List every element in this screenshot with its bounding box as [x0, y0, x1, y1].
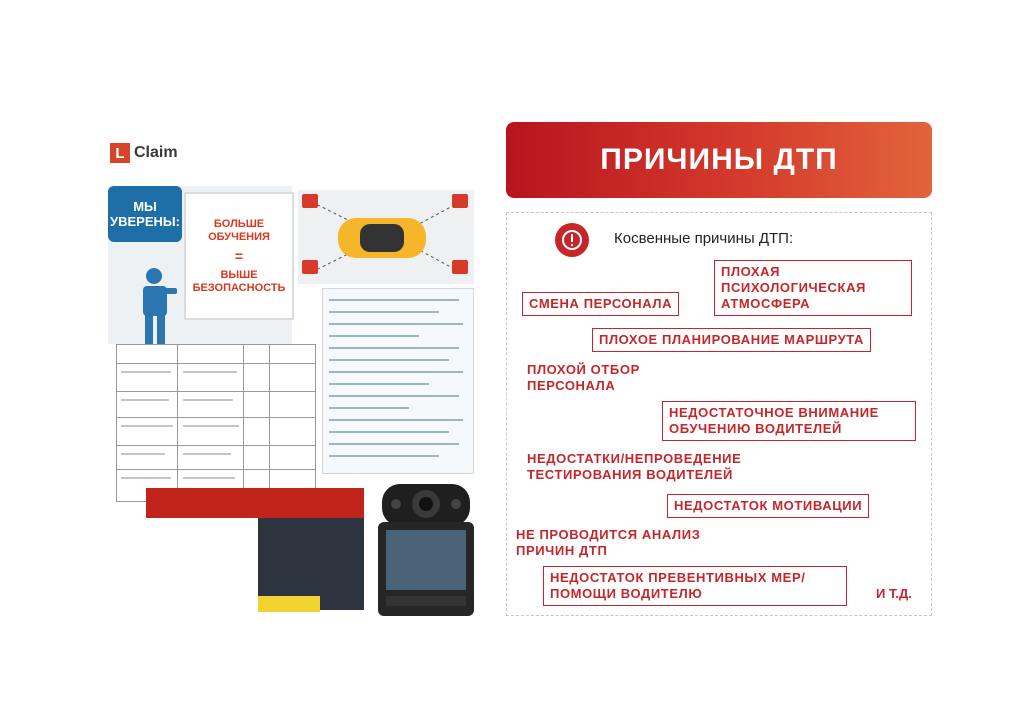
cause-lack-prevention: НЕДОСТАТОК ПРЕВЕНТИВНЫХ МЕР/ ПОМОЩИ ВОДИТЕЛЮ: [543, 566, 847, 606]
cause-bad-selection: ПЛОХОЙ ОТБОР ПЕРСОНАЛА: [527, 362, 640, 393]
etc-label: И Т.Д.: [876, 586, 912, 601]
training-table-document: [116, 344, 316, 502]
cause-lack-motivation: НЕДОСТАТОК МОТИВАЦИИ: [667, 494, 869, 518]
red-document-photo: [146, 488, 364, 620]
lclaim-logo: [110, 142, 178, 164]
cause-no-testing: НЕДОСТАТКИ/НЕПРОВЕДЕНИЕ ТЕСТИРОВАНИЯ ВОДИТЕЛЕЙ: [527, 451, 742, 482]
car-cameras-illustration: [298, 190, 474, 284]
dashcam-device-image: [374, 478, 478, 618]
accident-report-form: [322, 288, 474, 474]
logo-mark: L: [110, 143, 130, 163]
panel-subtitle: Косвенные причины ДТП:: [614, 230, 794, 247]
poster-bubble: МЫ УВЕРЕНЫ:: [108, 186, 182, 242]
cause-insufficient-training: НЕДОСТАТОЧНОЕ ВНИМАНИЕ ОБУЧЕНИЮ ВОДИТЕЛЕЙ: [662, 401, 916, 441]
cause-route-planning: ПЛОХОЕ ПЛАНИРОВАНИЕ МАРШРУТА: [592, 328, 871, 352]
poster-line-safety: ВЫШЕ БЕЗОПАСНОСТЬ: [192, 268, 286, 294]
logo-text: Claim: [134, 144, 178, 161]
cause-no-analysis: НЕ ПРОВОДИТСЯ АНАЛИЗ ПРИЧИН ДТП: [516, 527, 701, 558]
poster-equals: =: [234, 247, 244, 264]
camera-coverage-diagram: [298, 190, 474, 284]
cause-staff-turnover: СМЕНА ПЕРСОНАЛА: [522, 292, 679, 316]
poster-line-more-training: БОЛЬШЕ ОБУЧЕНИЯ: [208, 217, 270, 243]
person-illustration: [136, 266, 178, 346]
page-title: ПРИЧИНЫ ДТП: [600, 143, 838, 176]
poster-card: [184, 192, 294, 320]
warning-icon: [554, 222, 590, 258]
cause-bad-atmosphere: ПЛОХАЯ ПСИХОЛОГИЧЕСКАЯ АТМОСФЕРА: [714, 260, 912, 316]
title-banner: [506, 122, 932, 198]
